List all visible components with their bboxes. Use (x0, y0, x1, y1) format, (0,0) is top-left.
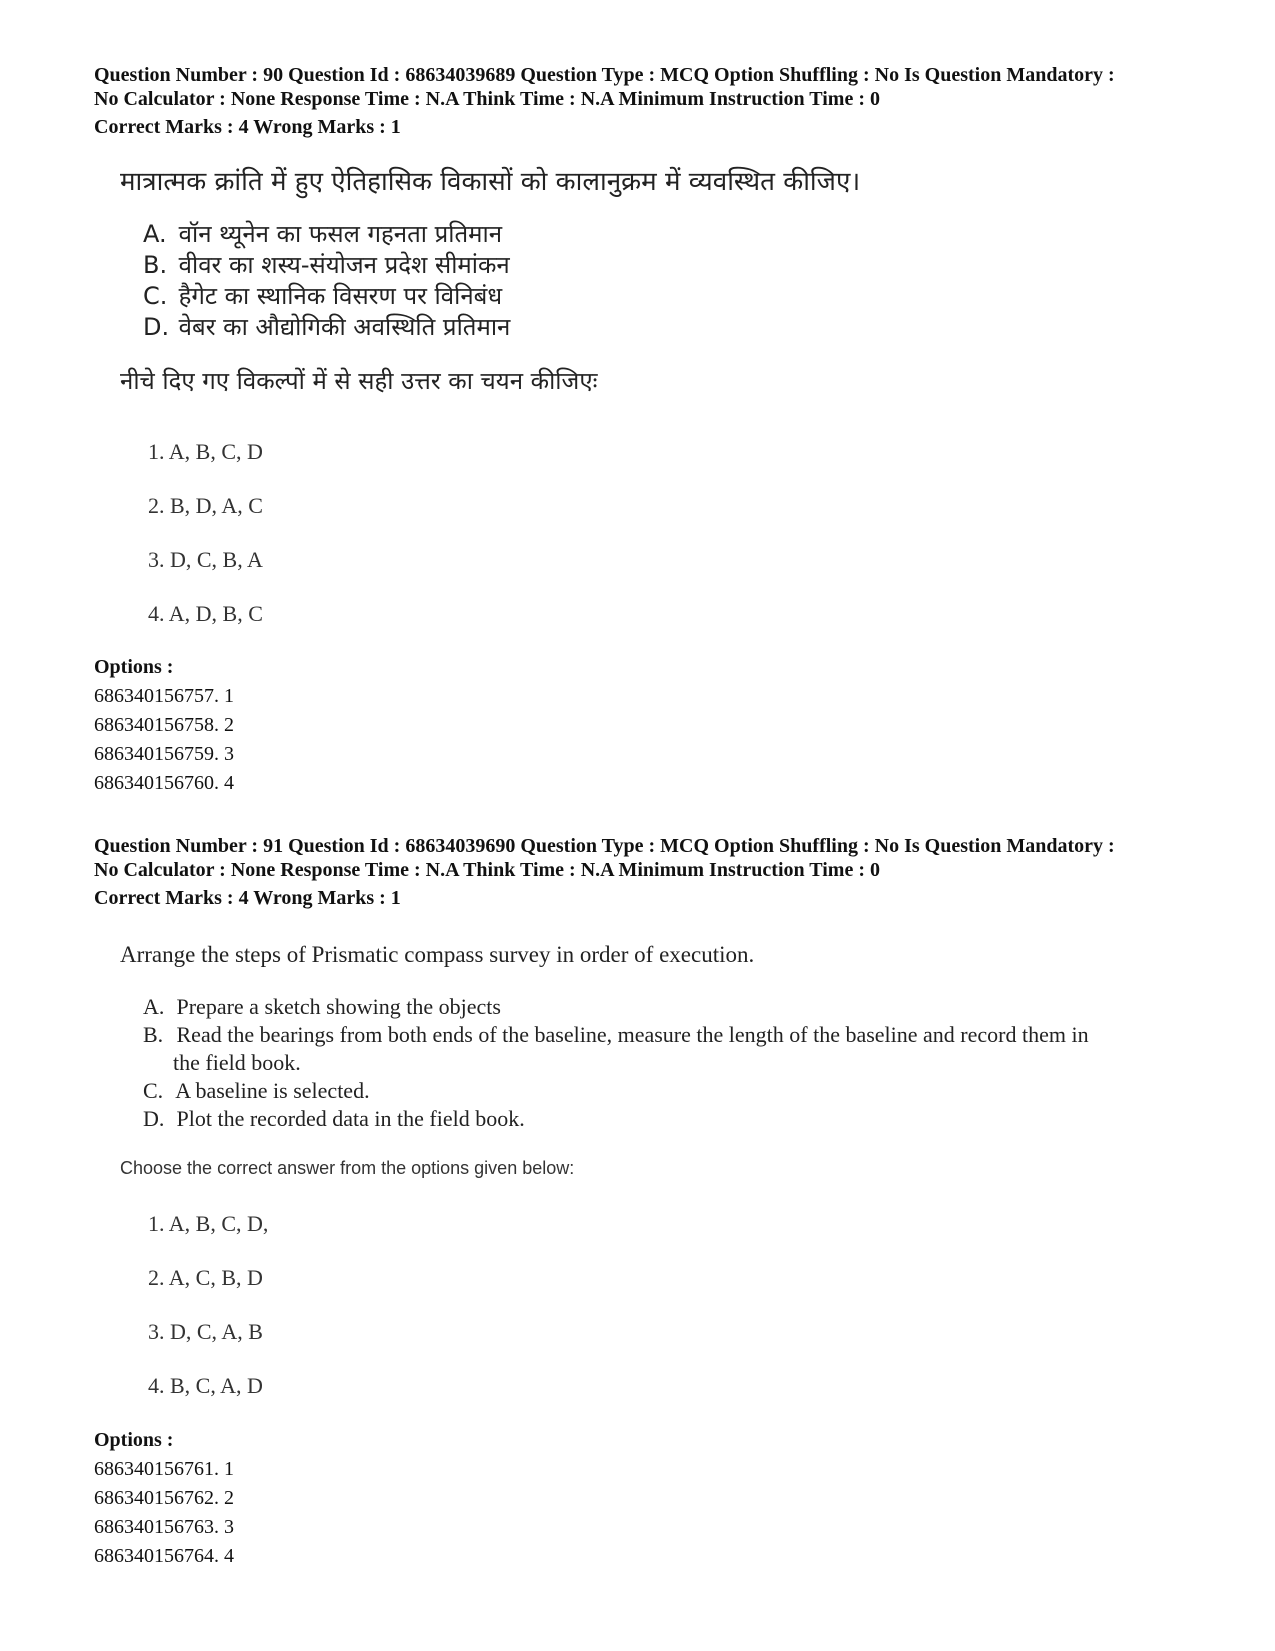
option-id-row: 686340156763. 3 (94, 1516, 234, 1538)
option-id-row: 686340156760. 4 (94, 772, 234, 794)
question-meta-line-1: Question Number : 90 Question Id : 68634039689 Question Type : MCQ Option Shuffling : No Is Question Mandatory : (94, 64, 1115, 86)
statement-label: B. (143, 1022, 164, 1047)
question-meta-line-1: Question Number : 91 Question Id : 68634039690 Question Type : MCQ Option Shuffling : No Is Question Mandatory : (94, 835, 1115, 857)
statement-c (143, 281, 502, 312)
statement-label: C. (143, 282, 168, 310)
options-heading: Options : (94, 656, 174, 678)
statement-a (143, 993, 501, 1021)
statement-text: वीवर का शस्य-संयोजन प्रदेश सीमांकन (178, 251, 510, 279)
statement-d (143, 1105, 525, 1133)
answer-choice-1: 1. A, B, C, D (148, 439, 263, 464)
option-id-row: 686340156758. 2 (94, 714, 234, 736)
statement-label: C. (143, 1078, 164, 1103)
option-id-row: 686340156759. 3 (94, 743, 234, 765)
question-stem: Arrange the steps of Prismatic compass survey in order of execution. (120, 942, 755, 967)
answer-choice-2: 2. A, C, B, D (148, 1265, 263, 1290)
statement-text: वेबर का औद्योगिकी अवस्थिति प्रतिमान (178, 313, 511, 341)
question-meta-line-2: No Calculator : None Response Time : N.A Think Time : N.A Minimum Instruction Time : 0 (94, 859, 880, 881)
answer-choice-3: 3. D, C, A, B (148, 1319, 263, 1344)
statement-text: हैगेट का स्थानिक विसरण पर विनिबंध (178, 282, 503, 310)
choose-answer-text: नीचे दिए गए विकल्पों में से सही उत्तर का चयन कीजिएः (120, 367, 598, 395)
answer-choice-4: 4. A, D, B, C (148, 601, 263, 626)
statement-text: A baseline is selected. (175, 1078, 370, 1103)
statement-label: B. (143, 251, 168, 279)
statement-b (143, 1021, 1089, 1077)
option-id-row: 686340156761. 1 (94, 1458, 234, 1480)
options-heading: Options : (94, 1429, 174, 1451)
statement-text: Read the bearings from both ends of the baseline, measure the length of the baseline and record them in (176, 1022, 1089, 1047)
answer-choice-3: 3. D, C, B, A (148, 547, 263, 572)
choose-answer-text: Choose the correct answer from the options given below: (120, 1158, 575, 1178)
statement-text-continued: the field book. (173, 1050, 301, 1075)
statement-text: वॉन थ्यूनेन का फसल गहनता प्रतिमान (178, 220, 503, 248)
option-id-row: 686340156757. 1 (94, 685, 234, 707)
statement-a (143, 219, 502, 250)
statement-d (143, 312, 510, 343)
statement-text: Prepare a sketch showing the objects (176, 994, 501, 1019)
statement-label: D. (143, 313, 170, 341)
statement-label: A. (143, 220, 167, 248)
marks-line: Correct Marks : 4 Wrong Marks : 1 (94, 116, 401, 138)
question-meta-line-2: No Calculator : None Response Time : N.A Think Time : N.A Minimum Instruction Time : 0 (94, 88, 880, 110)
answer-choice-1: 1. A, B, C, D, (148, 1211, 269, 1236)
statement-c (143, 1077, 370, 1105)
option-id-row: 686340156762. 2 (94, 1487, 234, 1509)
statement-label: A. (143, 994, 165, 1019)
answer-choice-4: 4. B, C, A, D (148, 1373, 263, 1398)
statement-text: Plot the recorded data in the field book. (176, 1106, 525, 1131)
question-stem: मात्रात्मक क्रांति में हुए ऐतिहासिक विकासों को कालानुक्रम में व्यवस्थित कीजिए। (120, 167, 861, 197)
marks-line: Correct Marks : 4 Wrong Marks : 1 (94, 887, 401, 909)
answer-choice-2: 2. B, D, A, C (148, 493, 263, 518)
statement-b (143, 250, 510, 281)
option-id-row: 686340156764. 4 (94, 1545, 234, 1567)
statement-label: D. (143, 1106, 165, 1131)
